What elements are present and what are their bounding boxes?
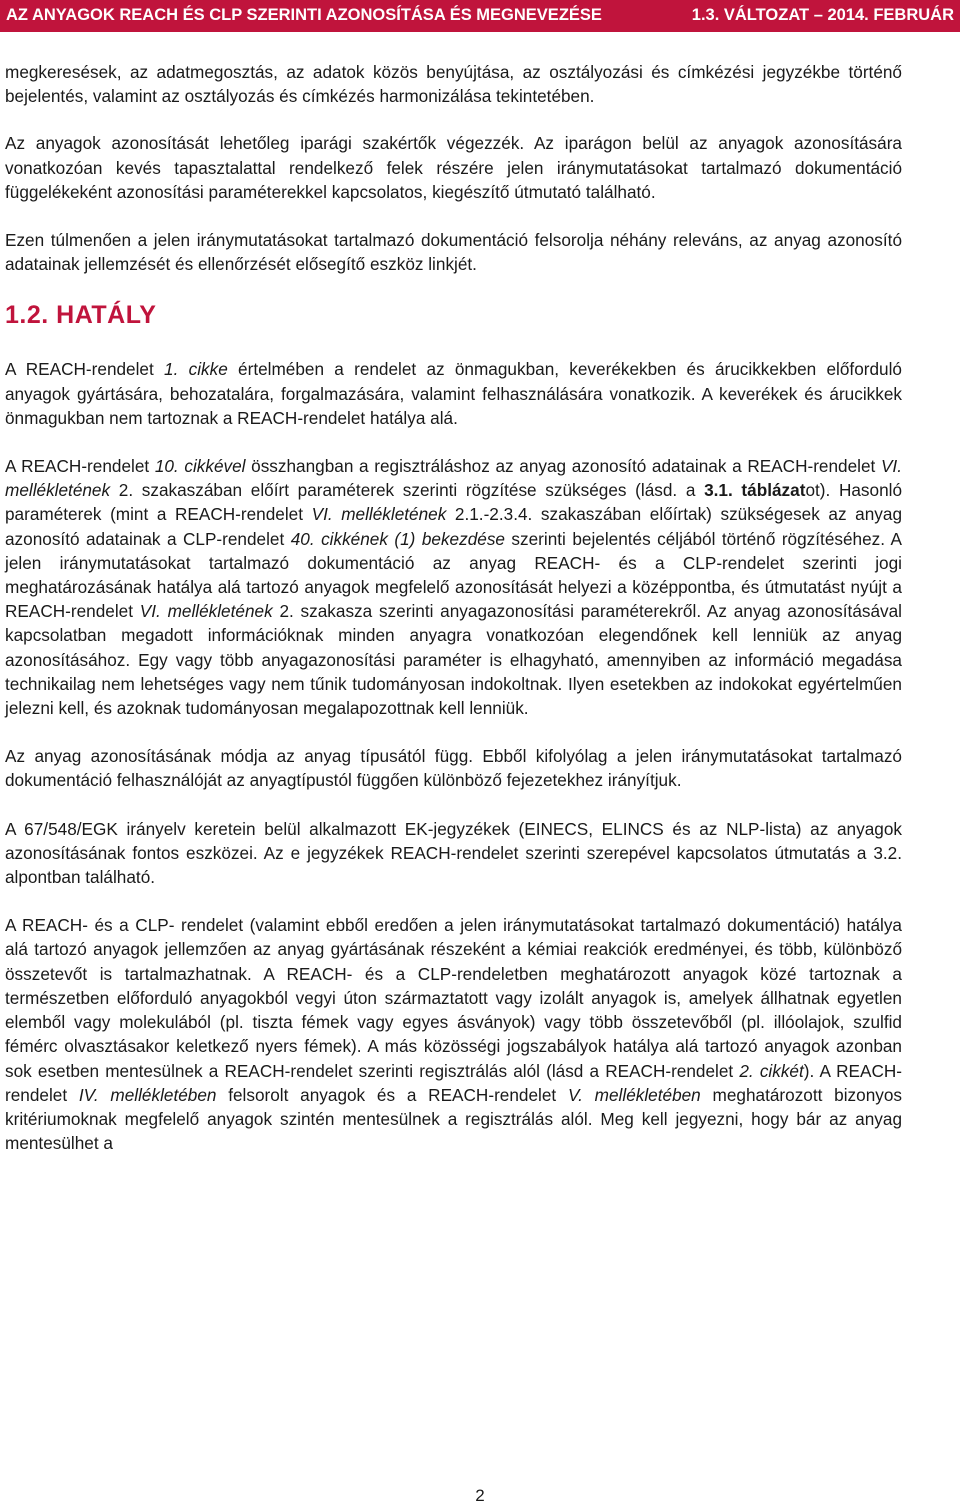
paragraph-4: [5, 357, 902, 430]
paragraph-8: [5, 913, 902, 1155]
text-run: A REACH- és a CLP- rendelet (valamint ebből eredően a jelen iránymutatásokat tartalmazó dokumentáció) hatálya alá tartozó anyagok jellemzően az anyag gyártásának részeként a kémiai reakciók eredményei, és több, különböző összetevőt is tartalmazhatnak. A REACH- és a CLP-rendeletben meghatározott anyagok közé tartoznak a természetben előforduló anyagokból vegyi úton származtatott vagy izolált anyagok is, amelyek állhatnak egyetlen elemből vagy molekulából (pl. tiszta fémek vagy egyes ásványok) vagy több összetevőből (pl. illóolajok, szulfid fémérc olvasztásakor keletkező nyers fémek). A más közösségi jogszabályok hatálya alá tartozó anyagok azonban sok esetben mentesülnek a REACH-rendelet szerinti regisztrálás alól (lásd a REACH-rendelet: [5, 915, 902, 1081]
paragraph-7: A 67/548/EGK irányelv keretein belül alkalmazott EK-jegyzékek (EINECS, ELINCS és az NLP-lista) az anyagok azonosításának fontos eszközei. Az e jegyzékek REACH-rendelet szerinti szerepével kapcsolatos útmutatás a 3.2. alpontban található.: [5, 818, 902, 888]
text-run: felsorolt anyagok és a REACH-rendelet: [216, 1084, 568, 1105]
page-number: 2: [475, 1486, 485, 1505]
text-run: A REACH-rendelet: [5, 456, 155, 477]
article-reference: 10. cikkével: [154, 456, 246, 477]
annex-reference: VI. mellékletének: [139, 601, 273, 622]
document-title: AZ ANYAGOK REACH ÉS CLP SZERINTI AZONOSÍTÁSA ÉS MEGNEVEZÉSE: [6, 6, 602, 24]
document-version: 1.3. VÁLTOZAT – 2014. FEBRUÁR: [691, 6, 954, 24]
text-run: összhangban a regisztráláshoz az anyag azonosító adatainak a REACH-rendelet: [245, 456, 881, 477]
text-run: 2. szakasza szerinti anyagazonosítási paraméterekről. Az anyag azonosításával kapcsolatban megadott információknak minden anyagra vonatkozóan elegendőnek kell lenniük az anyag azonosításához. Egy vagy több anyagazonosítási paraméter is elhagyható, amennyiben az információ megadása technikailag nem lehetséges vagy nem tűnik tudományosan indokoltnak. Ilyen esetekben az indokokat egyértelműen jelezni kell, és azoknak tudományosan megalapozottnak kell lenniük.: [5, 601, 902, 719]
table-reference: 3.1. táblázat: [704, 480, 806, 501]
article-reference: 1. cikke: [164, 359, 228, 380]
annex-reference: VI. mellékletének: [311, 504, 447, 525]
annex-reference: IV. mellékletében: [78, 1084, 217, 1105]
paragraph-3: Ezen túlmenően a jelen iránymutatásokat tartalmazó dokumentáció felsorolja néhány releváns, az anyag azonosító adatainak jellemzését és ellenőrzését elősegítő eszköz linkjét.: [5, 230, 902, 275]
page-header: [0, 0, 960, 32]
text-run: 2. szakaszában előírt paraméterek szerinti rögzítése szükséges (lásd. a: [110, 480, 705, 501]
text-run: 2.1.-2.3.4. szakaszában előírtak) szükségesek az anyag azonosító adatainak a CLP-rendelet: [5, 504, 902, 549]
text-run: szerinti bejelentés céljából történő rögzítéséhez. A jelen iránymutatásokat tartalmazó dokumentáció az anyag REACH- és a CLP-rendelet szerinti jogi meghatározásának hatálya alá tartozó anyagok megfelelő azonosítását helyezi a középpontba, és útmutatást nyújt a REACH-rendelet: [5, 528, 902, 622]
section-heading: 1.2. HATÁLY: [5, 301, 157, 330]
text-run: ). A REACH-rendelet: [5, 1060, 902, 1105]
annex-reference: V. mellékletében: [567, 1084, 701, 1105]
text-run: értelmében a rendelet az önmagukban, keverékekben és árucikkekben előforduló anyagok gyártására, behozatalára, forgalmazására, valamint felhasználására vonatkozik. A keverékek és árucikkek önmagukban nem tartoznak a REACH-rendelet hatálya alá.: [5, 359, 902, 428]
page-body: [5, 60, 902, 1179]
article-reference: 2. cikkét: [739, 1060, 804, 1081]
text-run: ot). Hasonló paraméterek (mint a REACH-rendelet: [5, 480, 903, 525]
paragraph-6: Az anyag azonosításának módja az anyag típusától függ. Ebből kifolyólag a jelen iránymutatásokat tartalmazó dokumentáció felhasználóját az anyagtípustól függően különböző fejezetekhez irányítjuk.: [5, 746, 902, 791]
annex-reference: VI. mellékletének: [5, 456, 902, 501]
paragraph-1: megkeresések, az adatmegosztás, az adatok közös benyújtása, az osztályozási és címkézési jegyzékbe történő bejelentés, valamint az osztályozás és címkézés harmonizálása tekintetében.: [5, 62, 902, 107]
text-run: meghatározott bizonyos kritériumoknak megfelelő anyagok szintén mentesülnek a regisztrálás alól. Meg kell jegyezni, hogy bár az anyag mentesülhet a: [5, 1084, 902, 1154]
paragraph-2: Az anyagok azonosítását lehetőleg iparági szakértők végezzék. Az iparágon belül az anyagok azonosítására vonatkozóan kevés tapasztalattal rendelkező felek részére jelen iránymutatásokat tartalmazó dokumentáció függelékeként azonosítási paraméterekkel kapcsolatos, kiegészítő útmutató található.: [5, 133, 902, 202]
article-reference: 40. cikkének (1) bekezdése: [290, 528, 505, 549]
text-run: A REACH-rendelet: [5, 359, 165, 380]
paragraph-5: [5, 454, 902, 720]
